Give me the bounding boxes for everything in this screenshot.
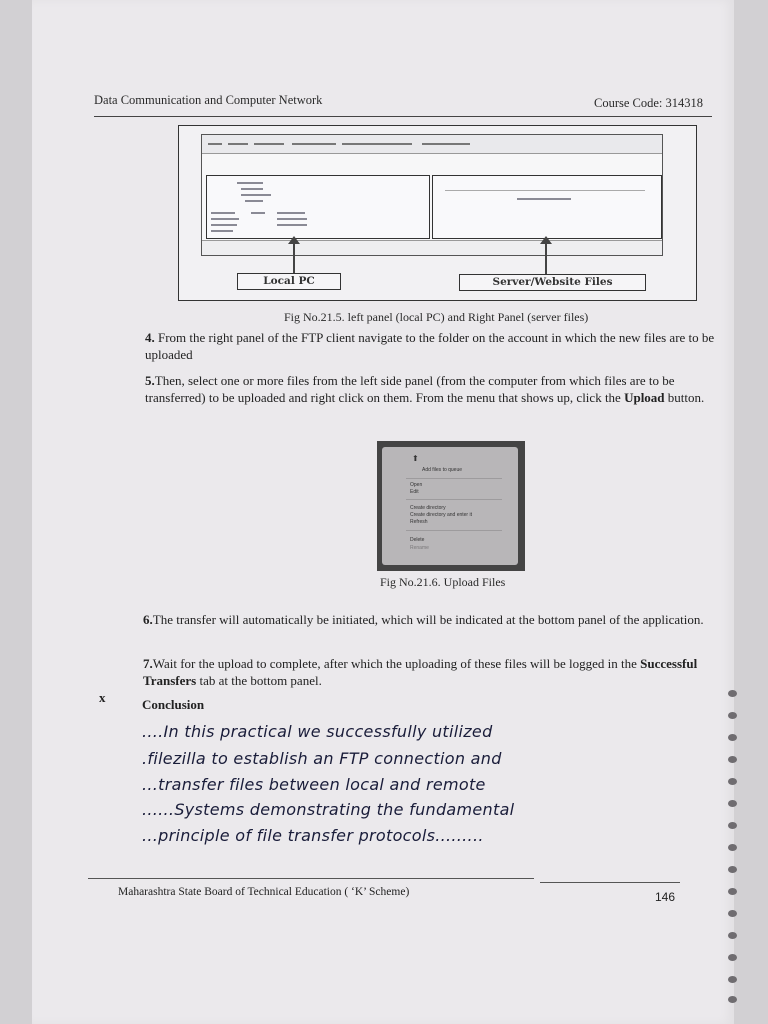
ftp-status-bar — [202, 240, 662, 255]
step-5-text-end: button. — [664, 389, 705, 405]
step-7-bold-successful-transfers: Successful Transfers — [143, 656, 698, 688]
ftp-toolbar — [202, 135, 662, 154]
conclusion-line-2: .filezilla to establish an FTP connection and — [142, 749, 502, 768]
conclusion-line-3: ...transfer files between local and remote — [142, 775, 486, 794]
local-pc-label: Local PC — [237, 273, 341, 290]
step-5-bold-upload: Upload — [624, 389, 665, 405]
margin-x-mark: x — [99, 690, 106, 705]
step-5-text: Then, select one or more files from the left side panel (from the computer from which files are to be transferred) to be uploaded and right click on them. From the menu that shows up, click the — [145, 373, 675, 405]
menu-item-create-directory: Create directory — [410, 505, 446, 511]
step-6 — [143, 612, 709, 629]
upload-arrow-icon: ⬆ — [412, 454, 419, 463]
step-7-text-end: tab at the bottom panel. — [196, 672, 322, 688]
local-pc-panel — [206, 175, 430, 239]
conclusion-line-1: ....In this practical we successfully utilized — [142, 722, 493, 741]
step-5 — [145, 373, 721, 406]
figure-upload-menu — [377, 441, 525, 571]
footer-divider — [88, 878, 534, 879]
menu-item-create-directory-enter: Create directory and enter it — [410, 512, 472, 518]
conclusion-line-5: ...principle of file transfer protocols......... — [142, 826, 484, 845]
spiral-binding — [725, 690, 741, 1010]
step-4-text: From the right panel of the FTP client navigate to the folder on the account in which the new files are to be uploaded — [145, 330, 715, 362]
header-course-code: Course Code: 314318 — [594, 96, 704, 110]
figure-21-6-caption: Fig No.21.6. Upload Files — [380, 575, 506, 589]
menu-item-add-files: Add files to queue — [422, 467, 463, 473]
header-subject: Data Communication and Computer Network — [94, 93, 323, 107]
step-7-text: Wait for the upload to complete, after which the uploading of these files will be logged in the — [152, 656, 641, 671]
ftp-client-screenshot — [201, 134, 663, 256]
menu-item-open: Open — [410, 482, 423, 488]
menu-item-edit: Edit — [410, 489, 419, 495]
header-divider — [94, 116, 712, 117]
figure-ftp-panels — [178, 125, 697, 301]
menu-item-refresh: Refresh — [410, 519, 428, 525]
figure-21-5-caption: Fig No.21.5. left panel (local PC) and Right Panel (server files) — [284, 310, 589, 324]
step-4-number: 4. — [145, 330, 155, 345]
step-6-text: The transfer will automatically be initiated, which will be indicated at the bottom panel of the application. — [152, 612, 704, 627]
footer-board: Maharashtra State Board of Technical Education ( ‘K’ Scheme) — [118, 886, 410, 898]
menu-item-delete: Delete — [410, 537, 425, 543]
conclusion-heading: Conclusion — [142, 697, 205, 712]
step-6-number: 6. — [143, 612, 153, 627]
conclusion-line-4: ......Systems demonstrating the fundamental — [142, 800, 515, 819]
page-number: 146 — [655, 890, 676, 904]
footer-divider-short — [540, 882, 680, 883]
step-7 — [143, 656, 709, 689]
step-4 — [145, 330, 721, 363]
context-menu — [382, 447, 518, 565]
menu-item-rename: Rename — [410, 545, 429, 551]
server-files-panel — [432, 175, 662, 239]
server-files-label: Server/Website Files — [459, 274, 646, 291]
step-7-number: 7. — [143, 656, 153, 671]
step-5-number: 5. — [145, 373, 155, 388]
